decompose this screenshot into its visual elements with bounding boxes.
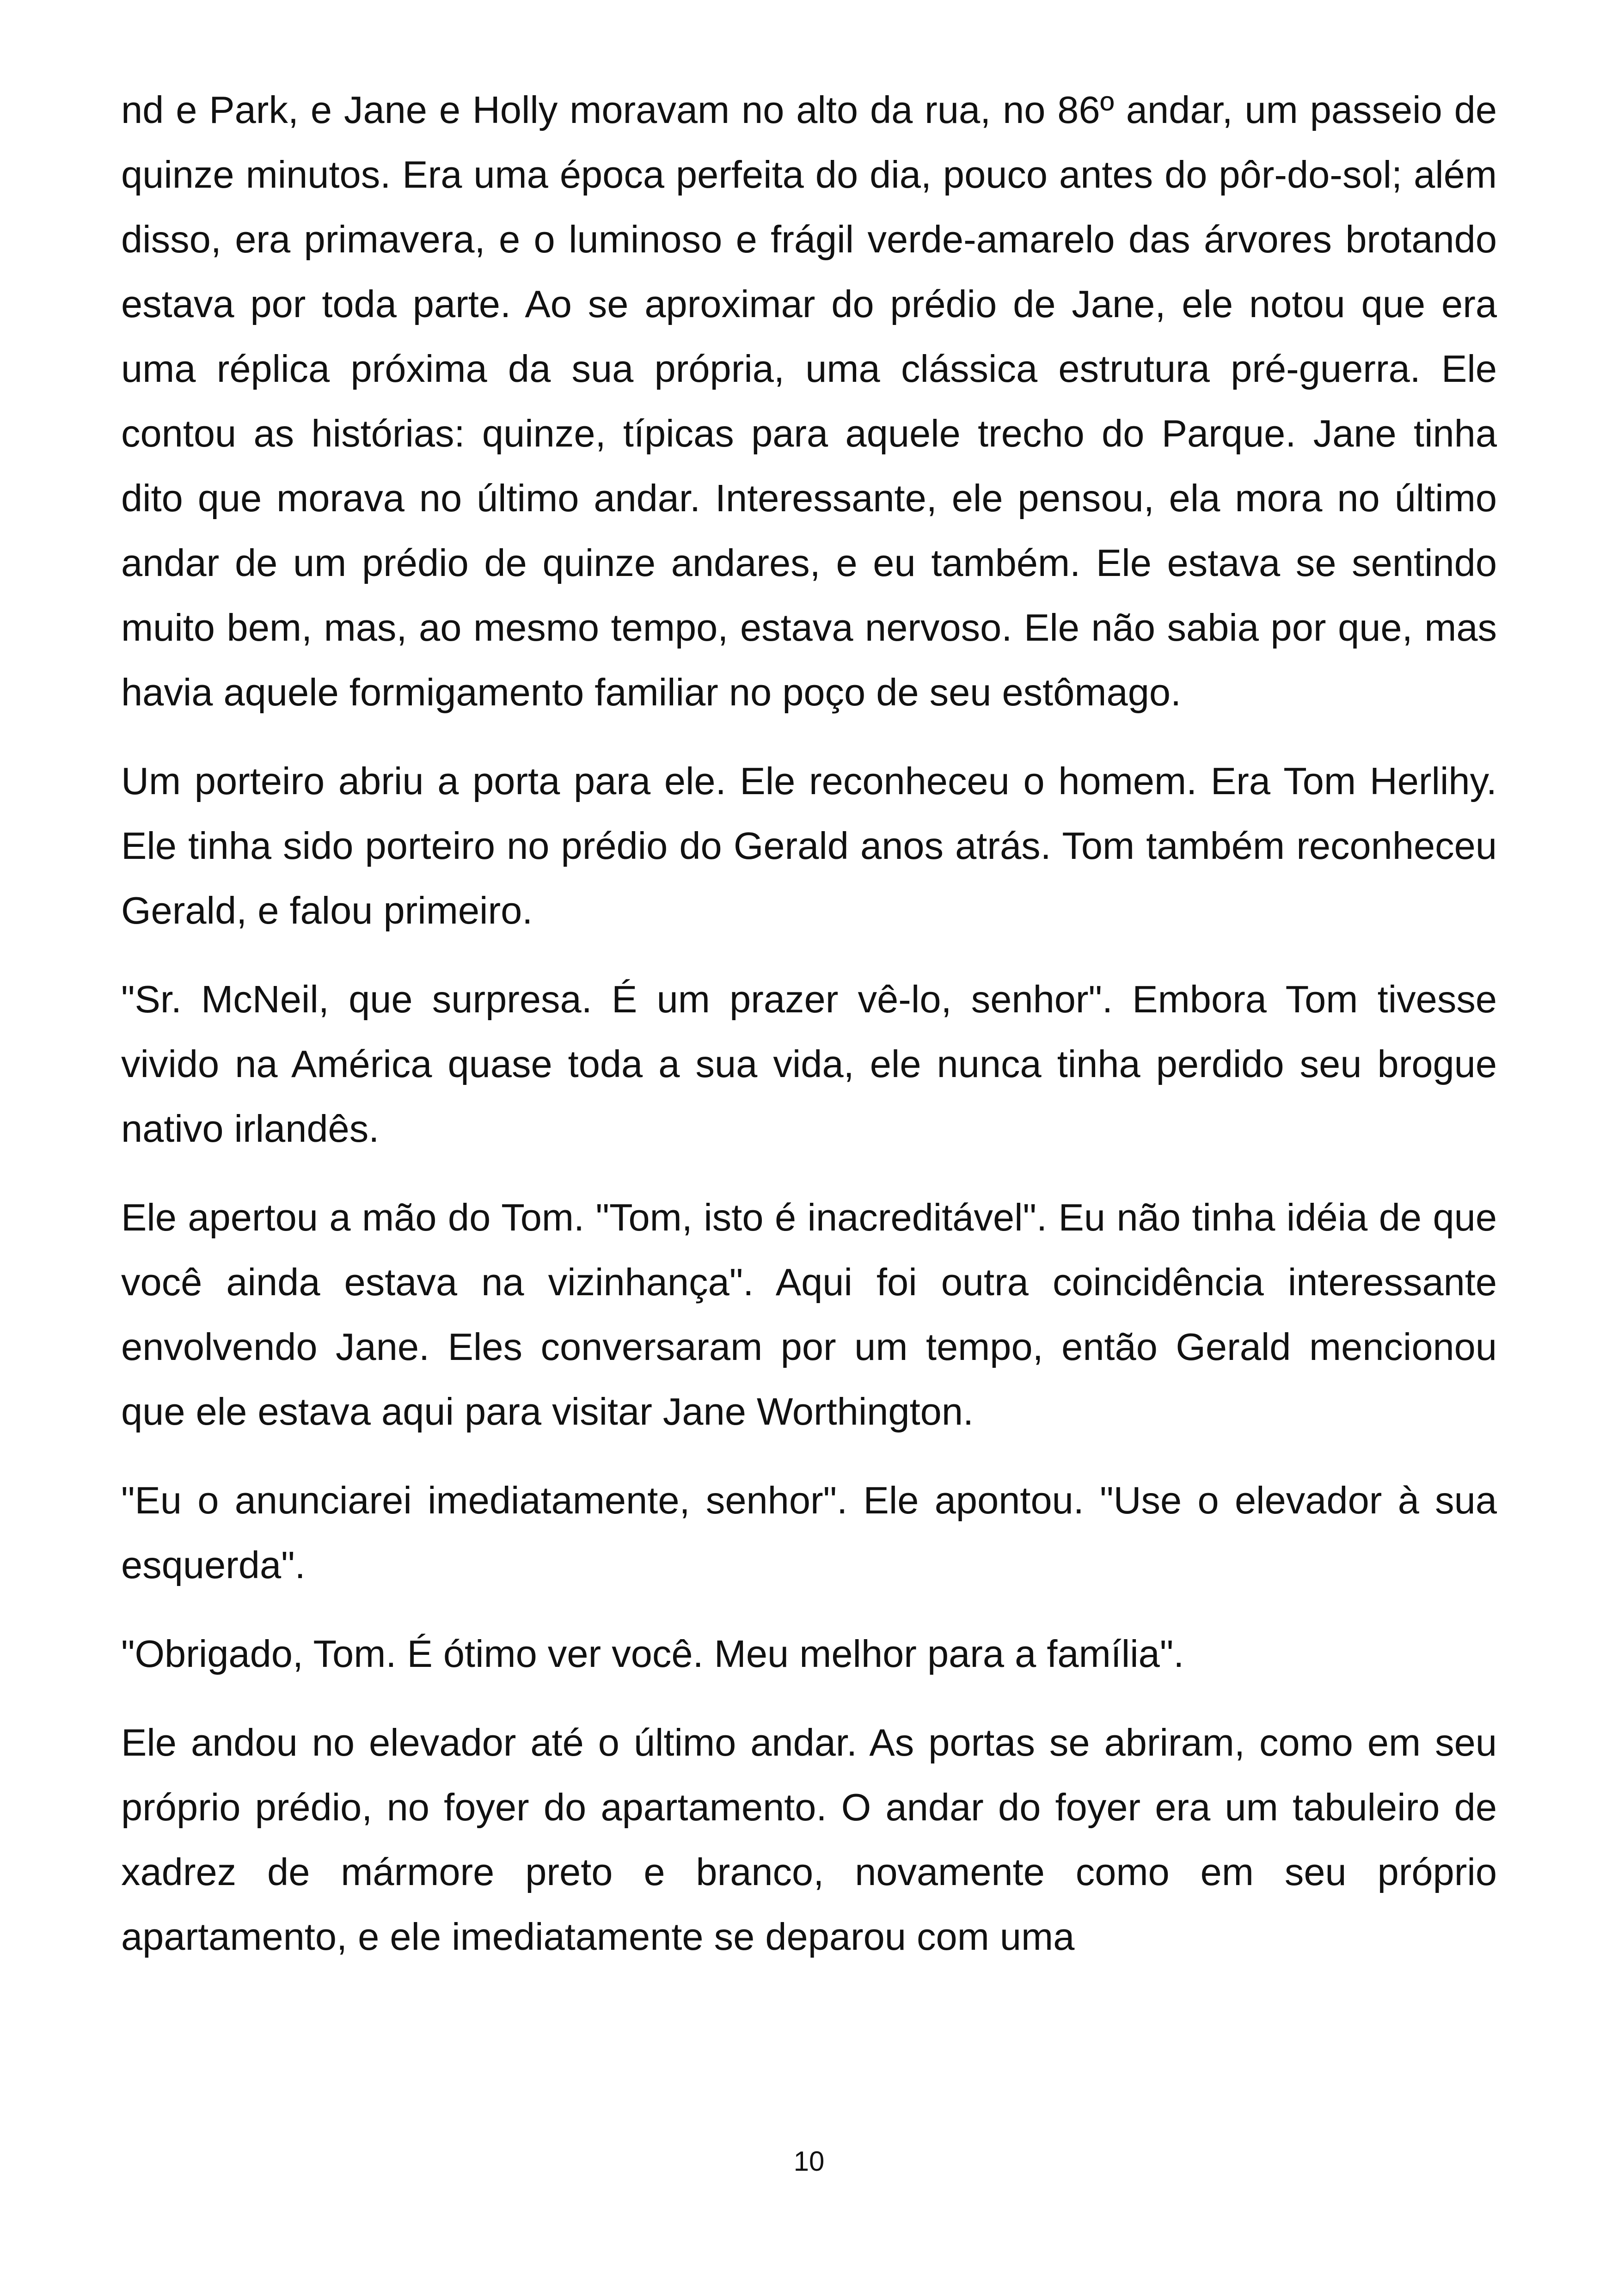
paragraph-7: Ele andou no elevador até o último andar. As portas se abriram, como em seu próprio prédio, no foyer do apartamento. O andar do foyer era um tabuleiro de xadrez de mármore preto e branco, novamente como em seu próprio apartamento, e ele imediatamente se deparou com uma (121, 1721, 1497, 1958)
paragraph-4: Ele apertou a mão do Tom. "Tom, isto é inacreditável". Eu não tinha idéia de que você ainda estava na vizinhança". Aqui foi outra coincidência interessante envolvendo Jane. Eles conversaram por um tempo, então Gerald mencionou que ele estava aqui para visitar Jane Worthington. (121, 1196, 1497, 1433)
page-number: 10 (793, 2146, 825, 2177)
paragraph-2: Um porteiro abriu a porta para ele. Ele reconheceu o homem. Era Tom Herlihy. Ele tinha sido porteiro no prédio do Gerald anos atrás. Tom também reconheceu Gerald, e falou primeiro. (121, 759, 1497, 932)
paragraph-6: "Obrigado, Tom. É ótimo ver você. Meu melhor para a família". (121, 1632, 1184, 1675)
paragraph-5: "Eu o anunciarei imediatamente, senhor". Ele apontou. "Use o elevador à sua esquerda". (121, 1479, 1497, 1586)
document-body (121, 78, 1497, 1993)
paragraph-1: nd e Park, e Jane e Holly moravam no alto da rua, no 86º andar, um passeio de quinze minutos. Era uma época perfeita do dia, pouco antes do pôr-do-sol; além disso, era primavera, e o luminoso e frágil verde-amarelo das árvores brotando estava por toda parte. Ao se aproximar do prédio de Jane, ele notou que era uma réplica próxima da sua própria, uma clássica estrutura pré-guerra. Ele contou as histórias: quinze, típicas para aquele trecho do Parque. Jane tinha dito que morava no último andar. Interessante, ele pensou, ela mora no último andar de um prédio de quinze andares, e eu também. Ele estava se sentindo muito bem, mas, ao mesmo tempo, estava nervoso. Ele não sabia por que, mas havia aquele formigamento familiar no poço de seu estômago. (121, 88, 1497, 714)
paragraph-3: "Sr. McNeil, que surpresa. É um prazer vê-lo, senhor". Embora Tom tivesse vivido na América quase toda a sua vida, ele nunca tinha perdido seu brogue nativo irlandês. (121, 978, 1497, 1150)
